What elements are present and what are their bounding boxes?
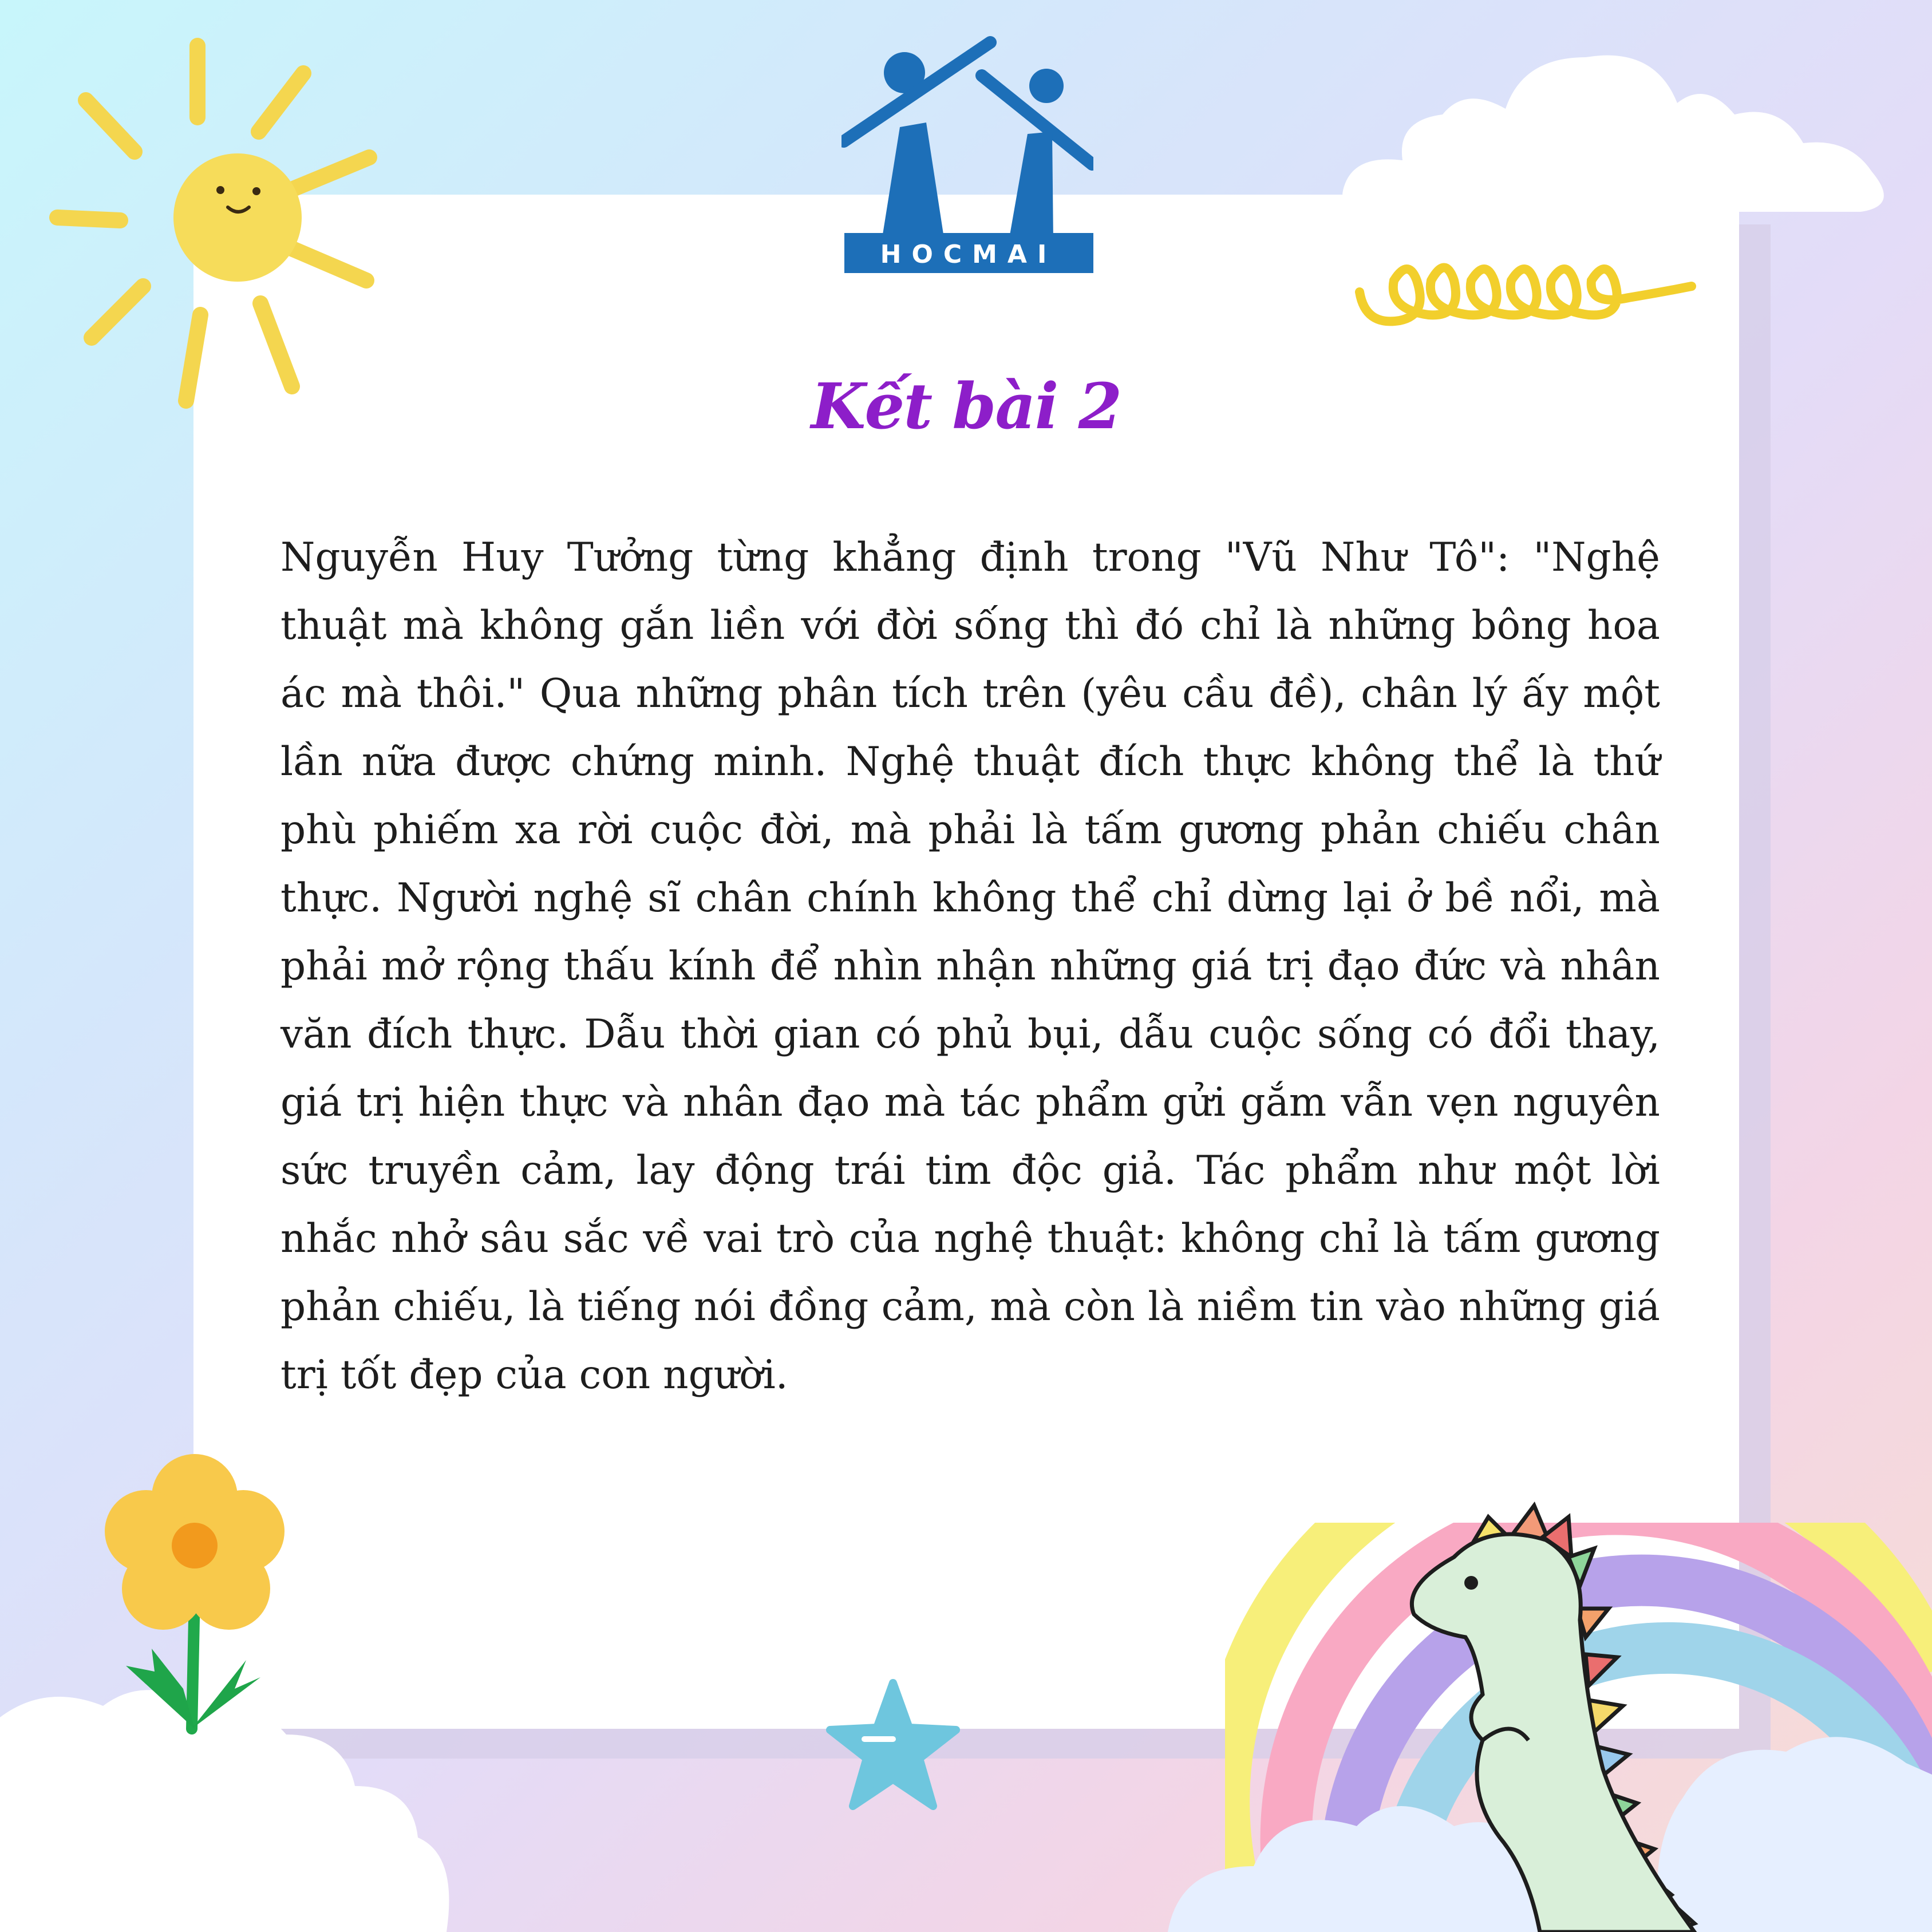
page-title: Kết bài 2 (811, 369, 1121, 443)
hocmai-logo (841, 35, 1093, 276)
flower-icon (92, 1443, 298, 1763)
logo-text: HOCMAI (880, 240, 1057, 269)
dinosaur-icon (1397, 1471, 1878, 1932)
body-paragraph: Nguyễn Huy Tưởng từng khẳng định trong "Vũ Như Tô": "Nghệ thuật mà không gắn liền với đời sống thì đó chỉ là những bông hoa ác mà thôi." Qua những phân tích trên (yêu cầu đề), chân lý ấy một lần nữa được chứng minh. Nghệ thuật đích thực không thể là thứ phù phiếm xa rời cuộc đời, mà phải là tấm gương phản chiếu chân thực. Người nghệ sĩ chân chính không thể chỉ dừng lại ở bề nổi, mà phải mở rộng thấu kính để nhìn nhận những giá trị đạo đức và nhân văn đích thực. Dẫu thời gian có phủ bụi, dẫu cuộc sống có đổi thay, giá trị hiện thực và nhân đạo mà tác phẩm gửi gắm vẫn vẹn nguyên sức truyền cảm, lay động trái tim độc giả. Tác phẩm như một lời nhắc nhở sâu sắc về vai trò của nghệ thuật: không chỉ là tấm gương phản chiếu, là tiếng nói đồng cảm, mà còn là niềm tin vào những giá trị tốt đẹp của con người. (280, 535, 1660, 1398)
sun-icon (46, 34, 424, 424)
star-icon (824, 1677, 962, 1815)
squiggle-icon (1354, 246, 1697, 338)
